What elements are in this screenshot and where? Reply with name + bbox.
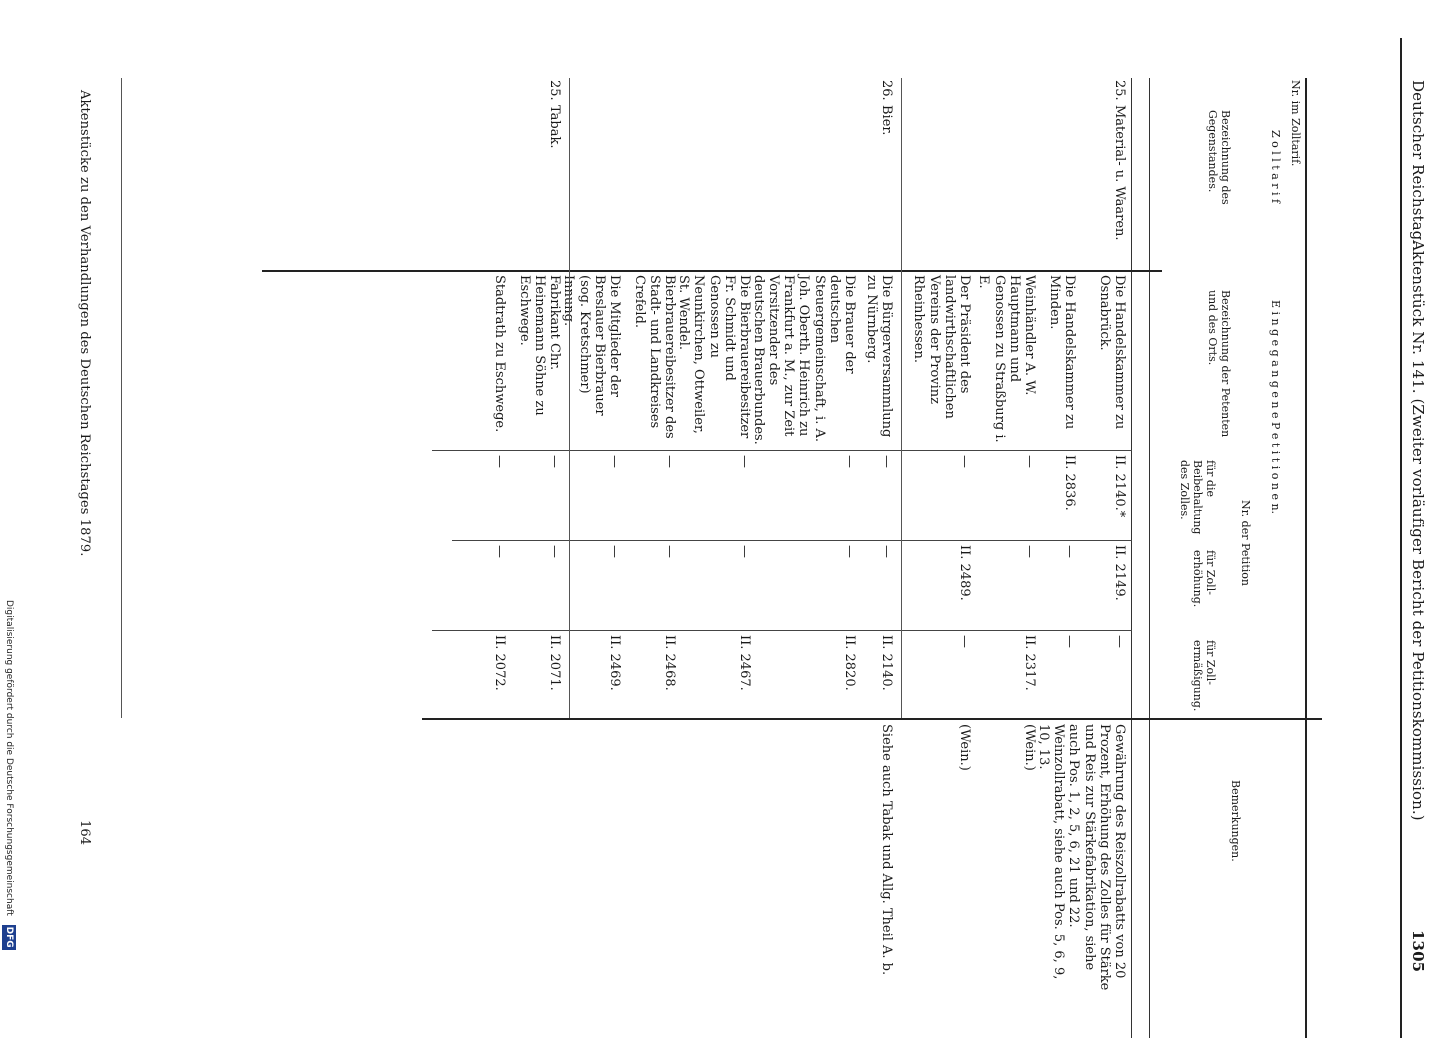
row-erhoehung: — <box>1062 545 1077 558</box>
footer-page-number: 164 <box>77 820 92 846</box>
col-bezeichnung-gegenstandes: Bezeichnung des Gegenstandes. <box>1206 110 1232 205</box>
row-erhoehung: — <box>662 545 677 558</box>
row-ermaessigung: II. 2469. <box>607 635 622 691</box>
row-ermaessigung: II. 2071. <box>547 635 562 691</box>
row-bemerkungen: Siehe auch Tabak und Allg. Theil A. b. <box>879 724 894 976</box>
row-bemerkungen: Gewährung des Reiszollrabatts von 20 Prozent, Erhöhung des Zolles für Stärke und Reis zur Stärkefabrikation, siehe auch Pos. 1, 2, 5, 6, 21 und 22. Weinzollrabatt, siehe auch Pos. 5, 6, 9, 10, 13. <box>1035 724 1127 991</box>
row-ermaessigung: — <box>957 635 972 648</box>
row-beibehaltung: — <box>737 455 752 468</box>
col-eingegangene: E i n g e g a n g e n e P e t i t i o n e n. <box>1269 300 1282 515</box>
row-beibehaltung: — <box>879 455 894 468</box>
dfg-logo: DFG <box>4 926 14 948</box>
row-petent: Die Mitglieder der Breslauer Bierbrauer (sog. Kretschmer) Innung. <box>561 275 622 416</box>
dfg-text: Digitalisierung gefördert durch die Deutsche Forschungsgemeinschaft <box>4 600 14 916</box>
row-erhoehung: — <box>547 545 562 558</box>
dfg-side-note <box>2 600 16 1000</box>
col-rule-4 <box>432 630 1132 631</box>
section-rule-tabak <box>569 78 570 718</box>
row-gegenstand: Material- u. Waaren. <box>1112 105 1127 241</box>
row-petent: Weinhändler A. W. Hauptmann und Genossen zu Straßburg i. E. <box>976 275 1037 443</box>
row-beibehaltung: — <box>662 455 677 468</box>
col-bezeichnung-petenten: Bezeichnung der Petenten und des Orts. <box>1206 290 1232 438</box>
row-petent: Die Brauer der deutschen Steuergemeinschaft, i. A. Joh. Oberth. Heinrich zu Frankfurt a. M., zur Zeit Vorsitzender des deutschen Brauerbundes. <box>750 275 857 445</box>
col-rule-3 <box>452 540 1132 541</box>
row-beibehaltung: — <box>607 455 622 468</box>
header-left: Deutscher Reichstag. <box>1409 80 1427 246</box>
row-bemerkungen: (Wein.) <box>957 724 972 771</box>
row-beibehaltung: — <box>1022 455 1037 468</box>
col-rule-2 <box>432 450 1132 451</box>
col-zolltarif: Z o l l t a r i f <box>1269 130 1282 204</box>
header-rule <box>1400 38 1402 1038</box>
col-rule-5 <box>422 718 1322 720</box>
row-gegenstand: Bier. <box>879 105 894 136</box>
row-nr: 25. <box>1112 80 1127 101</box>
col-fuer-ermaessigung: für Zoll-ermäßigung. <box>1191 640 1217 712</box>
col-bemerkungen: Bemerkungen. <box>1229 780 1242 862</box>
row-beibehaltung: — <box>547 455 562 468</box>
col-fuer-beibehaltung: für die Beibehaltung des Zolles. <box>1178 460 1217 535</box>
row-ermaessigung: II. 2140. <box>879 635 894 691</box>
row-bemerkungen: (Wein.) <box>1022 724 1037 771</box>
row-petent: Die Bürgerversammlung zu Nürnberg. <box>863 275 894 438</box>
row-nr: 26. <box>879 80 894 101</box>
table-top-rule <box>1305 78 1307 1038</box>
page-number: 1305 <box>1409 930 1427 973</box>
row-erhoehung: — <box>1022 545 1037 558</box>
row-nr: 25. <box>547 80 562 101</box>
row-petent: Fabrikant Chr. Heinemann Söhne zu Eschwege. <box>516 275 562 416</box>
table-bottom-rule <box>121 78 122 718</box>
col-nr-petition: Nr. der Petition <box>1239 500 1252 586</box>
row-beibehaltung: II. 2140.* <box>1112 455 1127 518</box>
row-petent: Die Bierbrauereibesitzer Fr. Schmidt und Genossen zu Neunkirchen, Ottweiler, St. Wendel. <box>676 275 752 439</box>
col-rule-1 <box>262 270 1162 272</box>
body-top-rule <box>1131 78 1132 1038</box>
row-beibehaltung: II. 2836. <box>1062 455 1077 511</box>
row-erhoehung: — <box>607 545 622 558</box>
row-petent: Bierbrauereibesitzer des Stadt- und Landkreises Crefeld. <box>631 275 677 439</box>
row-petent: Die Handelskammer zu Minden. <box>1046 275 1077 430</box>
row-erhoehung: II. 2489. <box>957 545 972 601</box>
row-erhoehung: — <box>492 545 507 558</box>
row-erhoehung: — <box>842 545 857 558</box>
row-ermaessigung: — <box>1112 635 1127 648</box>
row-petent: Die Handelskammer zu Osnabrück. <box>1096 275 1127 430</box>
footer-left: Aktenstücke zu den Verhandlungen des Deutschen Reichstages 1879. <box>77 90 92 557</box>
section-rule-bier <box>901 78 902 718</box>
col-nr-zolltarif: Nr. im Zolltarif. <box>1289 80 1302 167</box>
row-ermaessigung: — <box>1062 635 1077 648</box>
col-fuer-erhoehung: für Zoll-erhöhung. <box>1191 550 1217 608</box>
row-ermaessigung: II. 2468. <box>662 635 677 691</box>
row-ermaessigung: II. 2820. <box>842 635 857 691</box>
row-beibehaltung: — <box>957 455 972 468</box>
row-beibehaltung: — <box>842 455 857 468</box>
row-ermaessigung: II. 2072. <box>492 635 507 691</box>
row-erhoehung: — <box>879 545 894 558</box>
header-bottom-rule <box>1149 78 1150 1038</box>
row-erhoehung: II. 2149. <box>1112 545 1127 601</box>
row-ermaessigung: II. 2467. <box>737 635 752 691</box>
row-petent: Stadtrath zu Eschwege. <box>492 275 507 433</box>
row-beibehaltung: — <box>492 455 507 468</box>
row-petent: Der Präsident des landwirthschaftlichen Vereins der Provinz Rheinhessen. <box>911 275 972 419</box>
row-erhoehung: — <box>737 545 752 558</box>
header-center: Aktenstück Nr. 141. (Zweiter vorläufiger Bericht der Petitionskommission.) <box>1409 240 1427 821</box>
row-ermaessigung: II. 2317. <box>1022 635 1037 691</box>
row-gegenstand: Tabak. <box>547 105 562 149</box>
